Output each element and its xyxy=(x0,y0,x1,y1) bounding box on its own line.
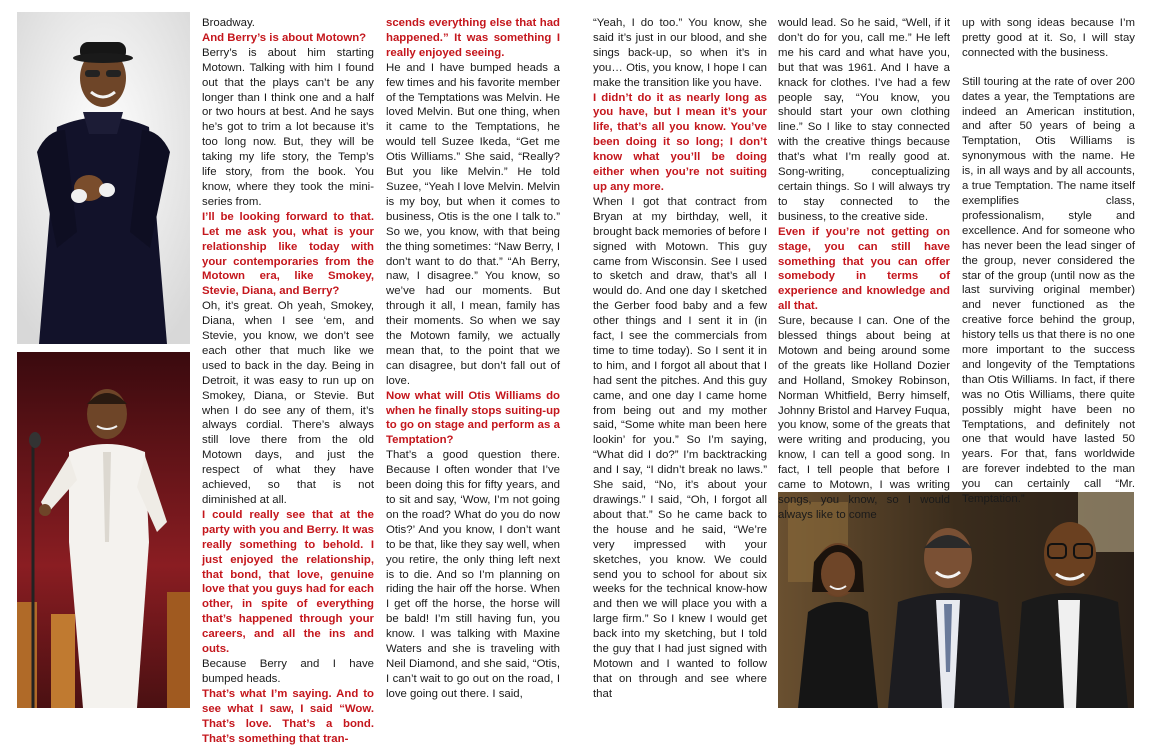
text-column-2 xyxy=(386,16,560,710)
interview-answer: Still touring at the rate of over 200 dates a year, the Temptations are indeed an American institution, and after 50 years of being a Temptation, Otis Williams is synonymous with the name. He is, in all ways and by all accounts, a true Temptation. The name itself exemplifies class, professionalism, style and excellence. And for someone who has never been the lead singer of the group, never considered the star of the group (until now as the last surviving original member) and never functioned as the creative force behind the group, history tells us that there is no one more important to the success and longevity of the Temptations than Otis Williams. In fact, if there was no Otis Williams, there quite possibly might have been no Temptations, and definitely not one that would have lasted 50 years. For that, fans worldwide are forever indebted to the man you can certainly call “Mr. Temptation.” xyxy=(962,75,1135,506)
photo-otis-with-obamas xyxy=(778,492,1134,708)
interview-answer: When I got that contract from Bryan at my birthday, well, it brought back memories of before I signed with Motown. This guy came from Wisconsin. See I used to sketch and draw, that’s all I would do. And one day I sketched the Gerber food baby and a few other things and I sent it in (in fact, I see the commercials from time to time today). So I sent it in to him, and I forgot all about that I had sent the pitches. And this guy came, and one day I came home from being out and my mother said, “Some white man been here lookin’ for you.” So I’m saying, “What did I do?” I’m backtracking and I say, “I didn’t break no laws.” She said, “No, it’s about your drawings.” I said, “Oh, I forgot all about that.” So he came back to the house and he said, “We’re very impressed with your sketches, you know. We could send you to school for about six weeks for the technical know-how and then we will place you with a large firm.” So I knew I would get back into my sketching, but I told the guy that I had just signed with Motown and I wanted to follow that on through and see where that xyxy=(593,195,767,700)
text-column-3 xyxy=(593,16,767,710)
paragraph-gap xyxy=(962,61,1135,75)
photo-otis-dark-suit-art xyxy=(17,12,190,344)
photo-otis-dark-suit xyxy=(17,12,190,344)
photo-otis-with-obamas-art xyxy=(778,492,1134,708)
interview-answer: up with song ideas because I’m pretty good at it. So, I will stay connected with the business. xyxy=(962,17,1135,59)
interview-question: I’ll be looking forward to that. Let me ask you, what is your relationship like today with your contemporaries from the Motown era, like Smokey, Stevie, Diana, and Berry? xyxy=(202,210,374,298)
text-column-1 xyxy=(202,16,374,745)
interview-question: And Berry’s is about Motown? xyxy=(202,31,367,44)
interview-answer: Because Berry and I have bumped heads. xyxy=(202,657,374,685)
text-column-4 xyxy=(778,16,950,521)
photo-otis-white-suit xyxy=(17,352,190,708)
interview-question: I could really see that at the party with you and Berry. It was really something to behold. I just enjoyed the relationship, that bond, that love, genuine love that you guys had for each other, in spite of everything that’s happened through your careers, and all the ins and outs. xyxy=(202,508,374,656)
interview-question: I didn’t do it as nearly long as you have, but I mean it’s your life, that’s all you know. You’ve been doing it so long; I don’t know what you’ll be doing either when you’re not suiting up any more. xyxy=(593,91,767,193)
text-column-5 xyxy=(962,16,1135,506)
interview-answer: Sure, because I can. One of the blessed things about being at Motown and being around some of the greats like Holland Dozier and Holland, Smokey Robinson, Norman Whitfield, Berry himself, Johnny Bristol and Harvey Fuqua, you know, some of the greats that were writing and producing, you know, I can tell a good song. In fact, I tell people that before I came to Motown, I was writing songs, you know, so I would always like to come xyxy=(778,315,950,521)
interview-question: Now what will Otis Williams do when he finally stops suiting-up to go on stage and perform as a Temptation? xyxy=(386,389,560,447)
interview-answer: would lead. So he said, “Well, if it don’t do for you, call me.” He left me his card and what have you, but that was 1961. And I have a knack for clothes. I’ve had a few people say, “You know, you should start your own clothing line.” So I like to stay connected with the creative things because that’s what I’m really good at. Song-writing, conceptualizing certain things. So I will always try to stay connected to the business, to the creative side. xyxy=(778,17,950,223)
interview-question: Even if you’re not getting on stage, you can still have something that you can offer somebody in terms of experience and knowledge and all that. xyxy=(778,225,950,313)
interview-question: scends everything else that had happened.” It was something I really enjoyed seeing. xyxy=(386,17,560,59)
interview-answer: That’s a good question there. Because I often wonder that I’ve been doing this for fifty years, and to sit and say, ‘Wow, I’m not going on the road? What do you do now Otis?’ And you know, I don’t want to be that, like they say well, when you retire, the only thing left next is to die. And so I’m planning on riding the hair off the horse. When I get off the horse, the horse will be bald! I’m still having fun, you know. I was talking with Maxine Waters and she is traveling with Neil Diamond, and she said, “Otis, I can’t wait to go out on the road, I love going out there. I said, xyxy=(386,449,560,700)
interview-question: That’s what I’m saying. And to see what I saw, I said “Wow. That’s love. That’s a bond. That’s something that tran- xyxy=(202,687,374,745)
interview-answer: “Yeah, I do too.” You know, she said it’s just in our blood, and she sings back-up, so when it’s in you… Otis, you know, I hope I can make the transition like you have. xyxy=(593,17,767,89)
interview-answer: Oh, it’s great. Oh yeah, Smokey, Diana, when I see ‘em, and Stevie, you know, we don’t see each other that much like we used to back in the day. Being in Detroit, it was easy to run up on Smokey, Diana, or Stevie. But when I do see any of them, it’s always cordial. There’s always still love there from the old Motown days, and just the respect of what they have achieved, so that is not diminished at all. xyxy=(202,300,374,506)
interview-answer: Broadway. xyxy=(202,17,255,29)
interview-answer: He and I have bumped heads a few times and his favorite member of the Temptations was Melvin. He loved Melvin. But one thing, when it came to the Temptations, he would tell Suzee Ikeda, “Get me Otis Williams.” She said, “Really? But you like Melvin.” He told Suzee, “Yeah I love Melvin. Melvin is my boy, but when it comes to business, Otis is the one I talk to.” So we, you know, with that being the thing sometimes: “Naw Berry, I don’t want to do that.” “Ah Berry, naw, I disagree.” You know, so we’ve had our moments. But through it all, I mean, family has their moments. So when we say the Motown family, we actually mean that, to the point that we can disagree, but don’t fall out of love. xyxy=(386,61,560,387)
interview-answer: Berry’s is about him starting Motown. Talking with him I found out that the plays can’t be any longer than I think one and a half or two hours at best. And he says he’s got to trim a lot because it’s too long now. But, they will be taking my life story, the Temp’s life story, from the book. You know, where they took the mini-series from. xyxy=(202,46,374,208)
photo-otis-white-suit-art xyxy=(17,352,190,708)
